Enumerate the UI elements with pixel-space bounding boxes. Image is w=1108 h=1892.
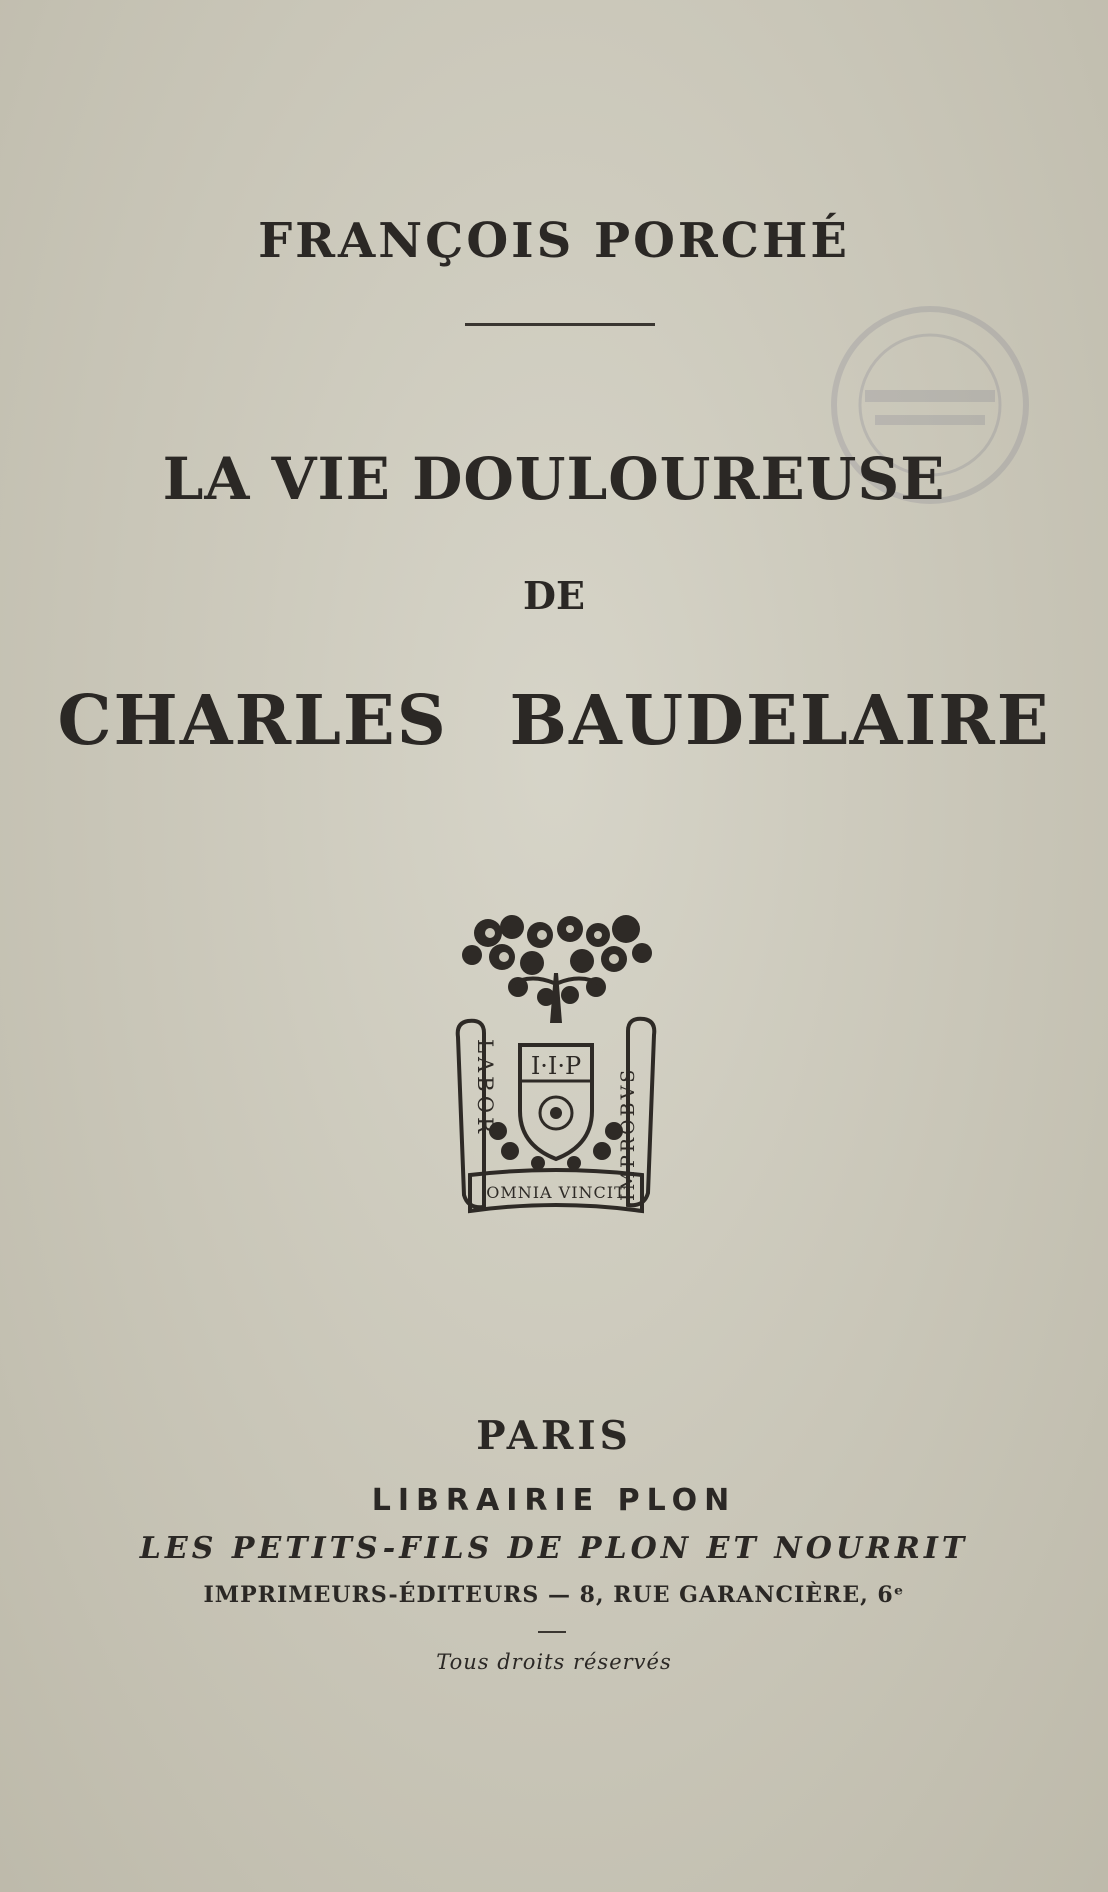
rights-notice: Tous droits réservés <box>436 1650 672 1674</box>
publication-city: PARIS <box>476 1413 632 1459</box>
printer-mark-tree-icon <box>450 913 662 1215</box>
publisher-address: IMPRIMEURS-ÉDITEURS — 8, RUE GARANCIÈRE, 6ᵉ <box>203 1582 905 1608</box>
author-name: FRANÇOIS PORCHÉ <box>258 213 850 269</box>
book-title-line-2: DE <box>523 573 585 618</box>
small-divider <box>538 1631 566 1633</box>
publisher-imprint: LES PETITS-FILS DE PLON ET NOURRIT <box>139 1531 969 1566</box>
book-title-line-3: CHARLES BAUDELAIRE <box>57 681 1051 761</box>
publisher-name: LIBRAIRIE PLON <box>371 1483 737 1518</box>
emblem-motto-right: IMPROBVS <box>617 1066 639 1201</box>
emblem-initials: I·I·P <box>530 1052 582 1080</box>
book-title-line-1: LA VIE DOULOUREUSE <box>162 445 946 513</box>
title-divider <box>465 323 655 326</box>
emblem-motto-bottom: OMNIA VINCIT <box>486 1183 626 1202</box>
emblem-motto-left: LABOR <box>473 1039 497 1137</box>
